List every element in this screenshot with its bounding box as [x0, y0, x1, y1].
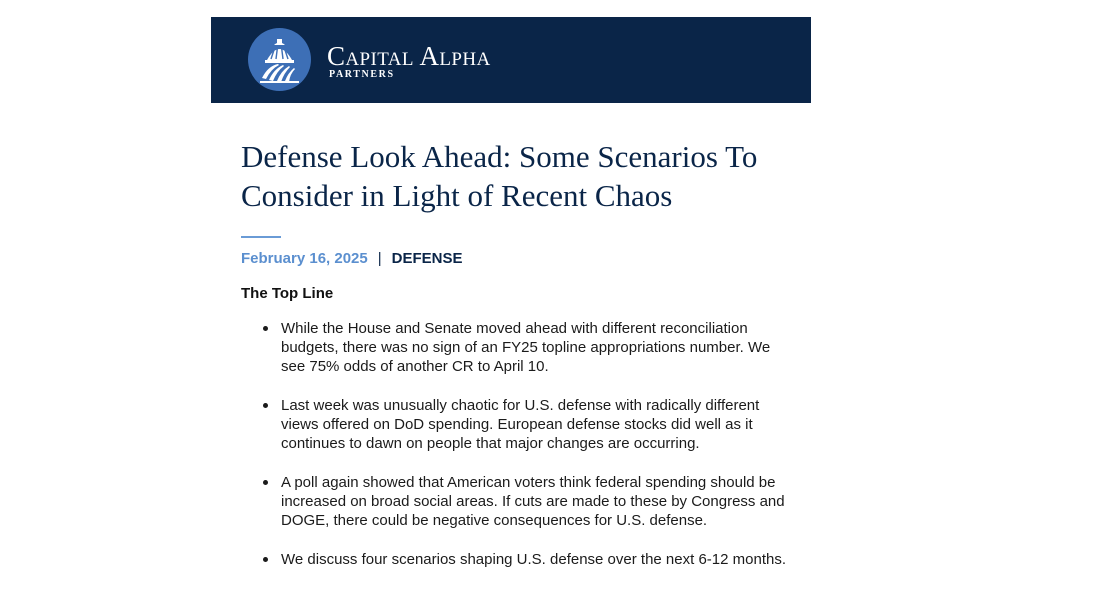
article-title: Defense Look Ahead: Some Scenarios To Consider in Light of Recent Chaos: [241, 139, 758, 213]
bullet-text: Last week was unusually chaotic for U.S. defense with radically different views offered on DoD spending. European defense stocks did well as it continues to dawn on people that major changes are occurring.: [281, 397, 760, 452]
section-heading: The Top Line: [241, 285, 334, 302]
bullet-dot-icon: [263, 326, 268, 331]
summary-bullet: [241, 550, 786, 569]
meta-separator: |: [377, 250, 382, 267]
bullet-text: We discuss four scenarios shaping U.S. defense over the next 6-12 months.: [281, 551, 786, 568]
bullet-text: While the House and Senate moved ahead with different reconciliation budgets, there was no sign of an FY25 topline appropriations number. We see 75% odds of another CR to April 10.: [281, 320, 771, 375]
summary-bullet: [241, 319, 786, 376]
publish-date: February 16, 2025: [241, 250, 368, 267]
capitol-dome-icon: [248, 28, 311, 91]
summary-bullet: [241, 473, 786, 530]
article-meta: [241, 249, 463, 269]
title-divider: [241, 236, 281, 238]
brand-name: Capital Alpha: [327, 41, 491, 71]
bullet-dot-icon: [263, 557, 268, 562]
bullet-dot-icon: [263, 480, 268, 485]
bullet-text: A poll again showed that American voters think federal spending should be increased on broad social areas. If cuts are made to these by Congress and DOGE, there could be negative consequences for U.S. defense.: [281, 474, 785, 529]
brand-subtitle: PARTNERS: [329, 69, 395, 80]
category-label: DEFENSE: [391, 250, 463, 267]
summary-bullet-list: [241, 319, 786, 589]
bullet-dot-icon: [263, 403, 268, 408]
header-banner: [211, 17, 811, 103]
summary-bullet: [241, 396, 786, 453]
